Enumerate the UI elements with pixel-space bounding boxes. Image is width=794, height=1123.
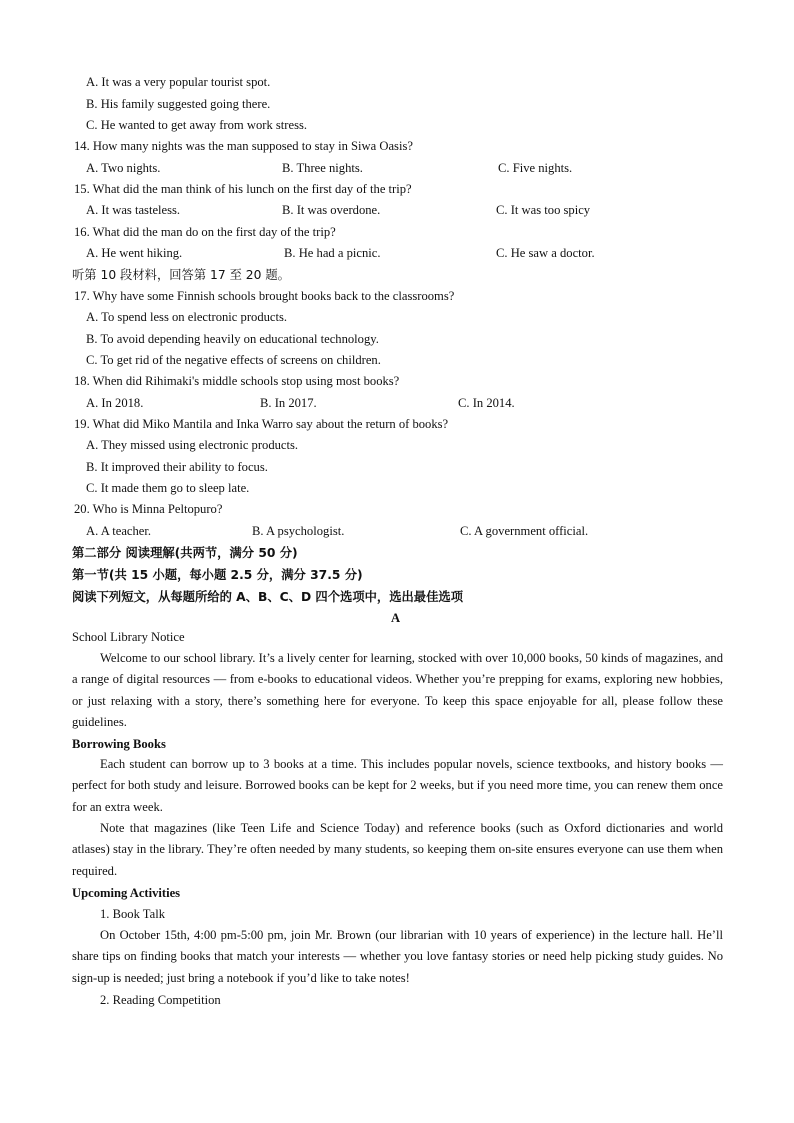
q20-option-a: A. A teacher. xyxy=(86,524,152,538)
q17-option-a: A. To spend less on electronic products. xyxy=(86,310,288,324)
activity-2-title: 2. Reading Competition xyxy=(100,993,221,1007)
q19-stem: 19. What did Miko Mantila and Inka Warro say about the return of books? xyxy=(74,417,449,431)
notice-title: School Library Notice xyxy=(72,630,185,644)
passage-label: A xyxy=(391,611,401,625)
part2-title: 第二部分 阅读理解(共两节，满分 50 分) xyxy=(72,546,298,560)
q14-option-c: C. Five nights. xyxy=(498,161,573,175)
q16-option-a: A. He went hiking. xyxy=(86,246,183,260)
activities-heading: Upcoming Activities xyxy=(72,886,181,900)
q13-option-b: B. His family suggested going there. xyxy=(86,97,271,111)
q18-option-a: A. In 2018. xyxy=(86,396,144,410)
part2-instruction: 阅读下列短文，从每题所给的 A、B、C、D 四个选项中，选出最佳选项 xyxy=(72,590,463,604)
q20-stem: 20. Who is Minna Peltopuro? xyxy=(74,502,223,516)
q14-option-b: B. Three nights. xyxy=(282,161,363,175)
part2-section1: 第一节(共 15 小题，每小题 2.5 分，满分 37.5 分) xyxy=(72,568,363,582)
q16-option-c: C. He saw a doctor. xyxy=(496,246,595,260)
paragraph-borrowing: Each student can borrow up to 3 books at a time. This includes popular novels, science textbooks, and history books — perfect for both study and leisure. Borrowed books can be kept for 2 weeks, but if you need more time, you can renew them once for an extra week. xyxy=(72,757,723,814)
q19-option-a: A. They missed using electronic products. xyxy=(86,438,299,452)
q17-option-c: C. To get rid of the negative effects of screens on children. xyxy=(86,353,381,367)
q18-option-c: C. In 2014. xyxy=(458,396,515,410)
q15-stem: 15. What did the man think of his lunch on the first day of the trip? xyxy=(74,182,412,196)
q18-option-b: B. In 2017. xyxy=(260,396,317,410)
q16-option-b: B. He had a picnic. xyxy=(284,246,381,260)
q15-option-c: C. It was too spicy xyxy=(496,203,591,217)
q20-option-c: C. A government official. xyxy=(460,524,589,538)
q20-option-b: B. A psychologist. xyxy=(252,524,345,538)
q14-option-a: A. Two nights. xyxy=(86,161,161,175)
q13-option-a: A. It was a very popular tourist spot. xyxy=(86,75,271,89)
q17-stem: 17. Why have some Finnish schools brought books back to the classrooms? xyxy=(74,289,455,303)
q19-option-c: C. It made them go to sleep late. xyxy=(86,481,250,495)
q13-option-c: C. He wanted to get away from work stress. xyxy=(86,118,308,132)
section10-instruction: 听第 10 段材料，回答第 17 至 20 题。 xyxy=(72,268,290,282)
paragraph-book-talk: On October 15th, 4:00 pm-5:00 pm, join Mr. Brown (our librarian with 10 years of experience) in the lecture hall. He’ll share tips on finding books that match your interests — whether you love fantasy stories or need help picking study guides. No sign-up is needed; just bring a notebook if you’d like to take notes! xyxy=(72,928,723,985)
paragraph-reference: Note that magazines (like Teen Life and Science Today) and reference books (such as Oxford dictionaries and world atlases) stay in the library. They’re often needed by many students, so keeping them on-site ensures everyone can use them when required. xyxy=(72,821,723,878)
q15-option-b: B. It was overdone. xyxy=(282,203,381,217)
borrowing-heading: Borrowing Books xyxy=(72,737,166,751)
q16-stem: 16. What did the man do on the first day of the trip? xyxy=(74,225,336,239)
activity-1-title: 1. Book Talk xyxy=(100,907,166,921)
q18-stem: 18. When did Rihimaki's middle schools stop using most books? xyxy=(74,374,400,388)
q17-option-b: B. To avoid depending heavily on educational technology. xyxy=(86,332,379,346)
paragraph-welcome: Welcome to our school library. It’s a lively center for learning, stocked with over 10,000 books, 50 kinds of magazines, and a range of digital resources — from e-books to educational videos. Whether you’re prepping for exams, exploring new hobbies, or just relaxing with a story, there’s something here for everyone. To keep this space enjoyable for all, please follow these guidelines. xyxy=(72,651,723,730)
q14-stem: 14. How many nights was the man supposed to stay in Siwa Oasis? xyxy=(74,139,413,153)
q15-option-a: A. It was tasteless. xyxy=(86,203,181,217)
q19-option-b: B. It improved their ability to focus. xyxy=(86,460,268,474)
